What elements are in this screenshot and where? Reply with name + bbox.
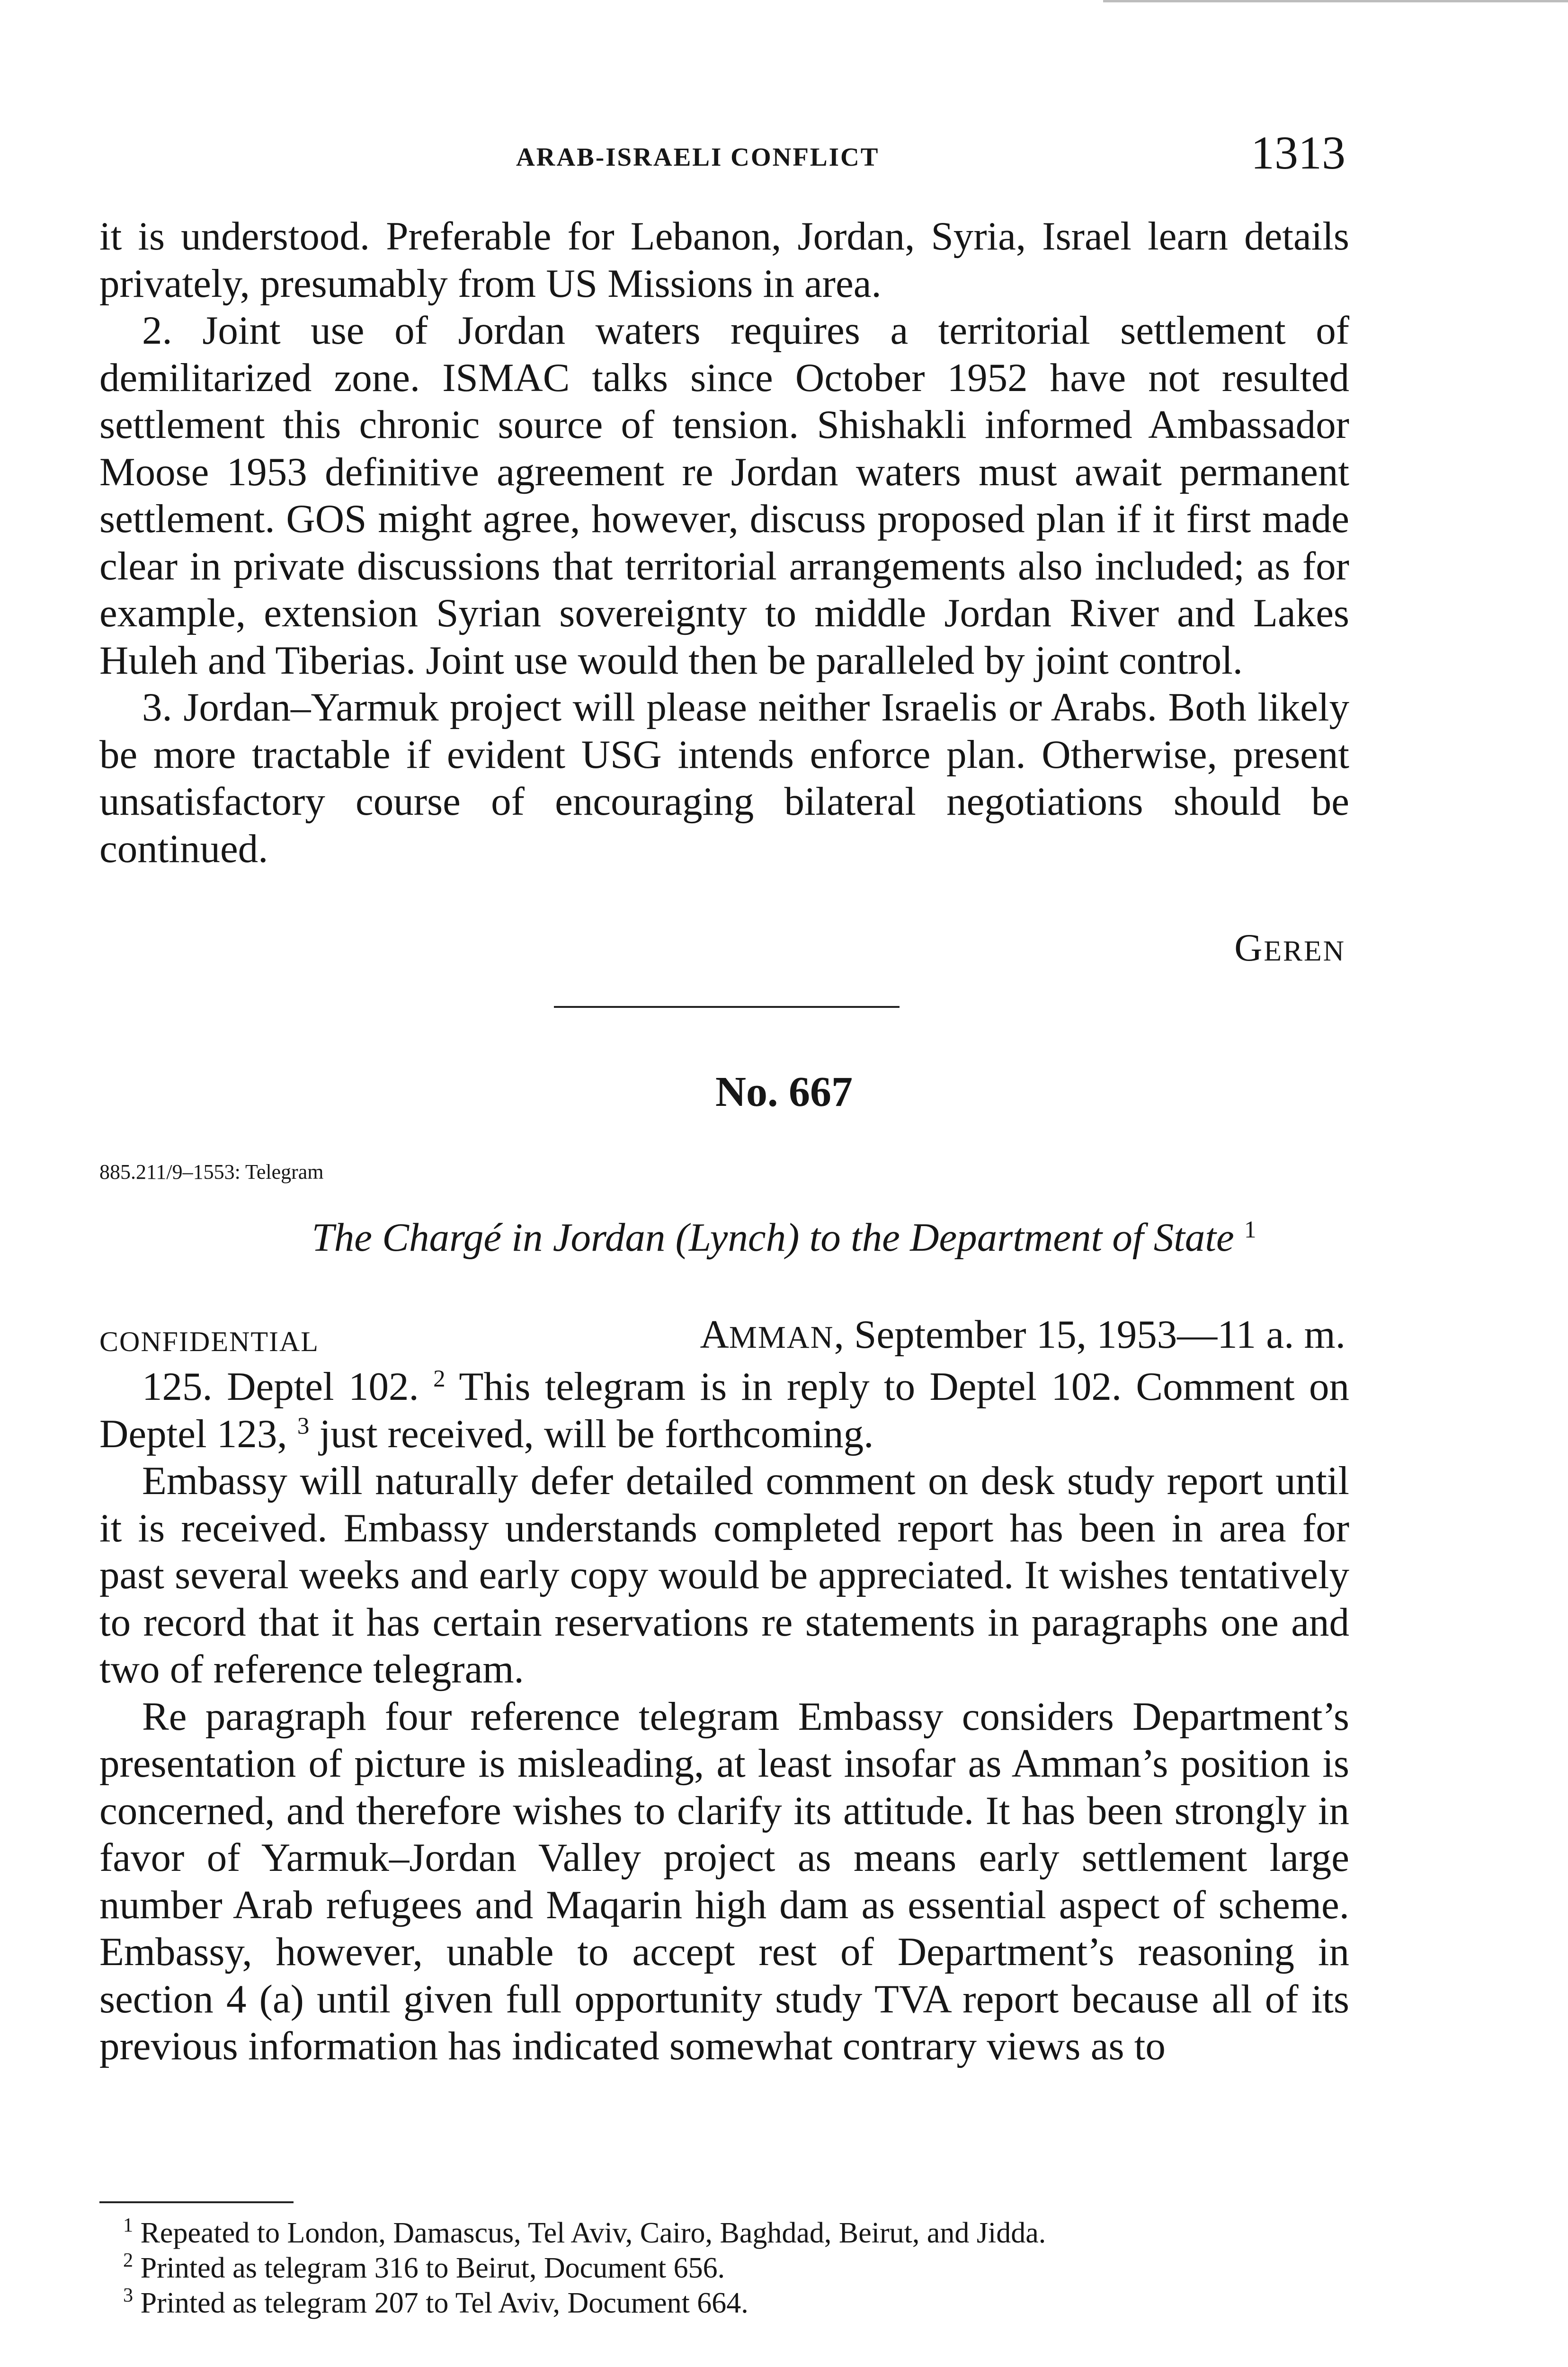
- footnote-mark: 3: [123, 2284, 134, 2306]
- signature-initial: G: [1234, 926, 1264, 969]
- paragraph: 2. Joint use of Jordan waters requires a territorial settlement of demilitarized zone. ISMAC talks since October 1952 have not resulted settlement this chronic source of tension. Shishakli informed Ambassador Moose 1953 definitive agreement re Jordan waters must await permanent settlement. GOS might agree, however, discuss proposed plan if it first made clear in private discussions that territorial arrangements also included; as for example, extension Syrian sovereignty to middle Jordan River and Lakes Huleh and Tiberias. Joint use would then be paralleled by joint control.: [99, 308, 1349, 683]
- footnote-text: Printed as telegram 207 to Tel Aviv, Document 664.: [140, 2287, 748, 2319]
- section-separator: [554, 1006, 900, 1008]
- date-time: , September 15, 1953—11 a. m.: [834, 1312, 1345, 1357]
- footnote-mark: 2: [123, 2249, 134, 2271]
- signature: [1234, 925, 1345, 970]
- file-reference: 885.211/9–1553: Telegram: [99, 1160, 324, 1184]
- paragraph: Embassy will naturally defer detailed comment on desk study report until it is received. Embassy understands completed report has been in area for past several weeks and early copy would be appreciated. It wishes tentatively to record that it has certain reservations re statements in paragraphs one and two of reference telegram.: [99, 1459, 1349, 1691]
- footnotes: [123, 2216, 1354, 2321]
- footnote-text: Repeated to London, Damascus, Tel Aviv, Cairo, Baghdad, Beirut, and Jidda.: [140, 2217, 1046, 2249]
- footnote: [123, 2286, 1354, 2321]
- document-title: [0, 1214, 1568, 1261]
- signature-rest: EREN: [1264, 935, 1345, 967]
- telegram-body: [99, 1363, 1349, 2070]
- page-number: 1313: [1251, 126, 1345, 179]
- top-edge-rule: [1103, 0, 1568, 2]
- continued-telegram-text: [99, 213, 1349, 872]
- place-rest: MMAN: [729, 1320, 834, 1355]
- paragraph: 3. Jordan–Yarmuk project will please neither Israelis or Arabs. Both likely be more tractable if evident USG intends enforce plan. Otherwise, present unsatisfactory course of encouraging bilateral negotiations should be continued.: [99, 685, 1349, 871]
- dateline: [700, 1311, 1345, 1358]
- classification-label: CONFIDENTIAL: [99, 1326, 319, 1357]
- document-title-text: The Chargé in Jordan (Lynch) to the Department of State: [312, 1215, 1234, 1260]
- paragraph: [99, 1363, 1349, 1458]
- place-initial: A: [700, 1312, 729, 1357]
- footnote: [123, 2251, 1354, 2286]
- footnote-text: Printed as telegram 316 to Beirut, Document 656.: [140, 2252, 725, 2284]
- footnote-ref: 1: [1244, 1216, 1256, 1243]
- running-head: ARAB-ISRAELI CONFLICT: [516, 142, 880, 171]
- footnote-ref: 2: [433, 1365, 445, 1392]
- footnote: [123, 2216, 1354, 2251]
- footnote-rule: [99, 2201, 294, 2203]
- footnote-mark: 1: [123, 2214, 134, 2236]
- document-number: No. 667: [715, 1068, 853, 1115]
- paragraph: Re paragraph four reference telegram Embassy considers Department’s presentation of picture is misleading, at least insofar as Amman’s position is concerned, and therefore wishes to clarify its attitude. It has been strongly in favor of Yarmuk–Jordan Valley project as means early settlement large number Arab refugees and Maqarin high dam as essential aspect of scheme. Embassy, however, unable to accept rest of Department’s reasoning in section 4 (a) until given full opportunity study TVA report because all of its previous information has indicated somewhat contrary views as to: [99, 1694, 1349, 2068]
- text-run: 125. Deptel 102.: [142, 1364, 419, 1409]
- text-run: This telegram is in reply to Deptel 102. Comment on Deptel 123,: [99, 1364, 1350, 1456]
- text-run: just received, will be forthcoming.: [309, 1411, 874, 1456]
- paragraph: it is understood. Preferable for Lebanon, Jordan, Syria, Israel learn details privately, presumably from US Missions in area.: [99, 214, 1349, 306]
- footnote-ref: 3: [297, 1413, 310, 1440]
